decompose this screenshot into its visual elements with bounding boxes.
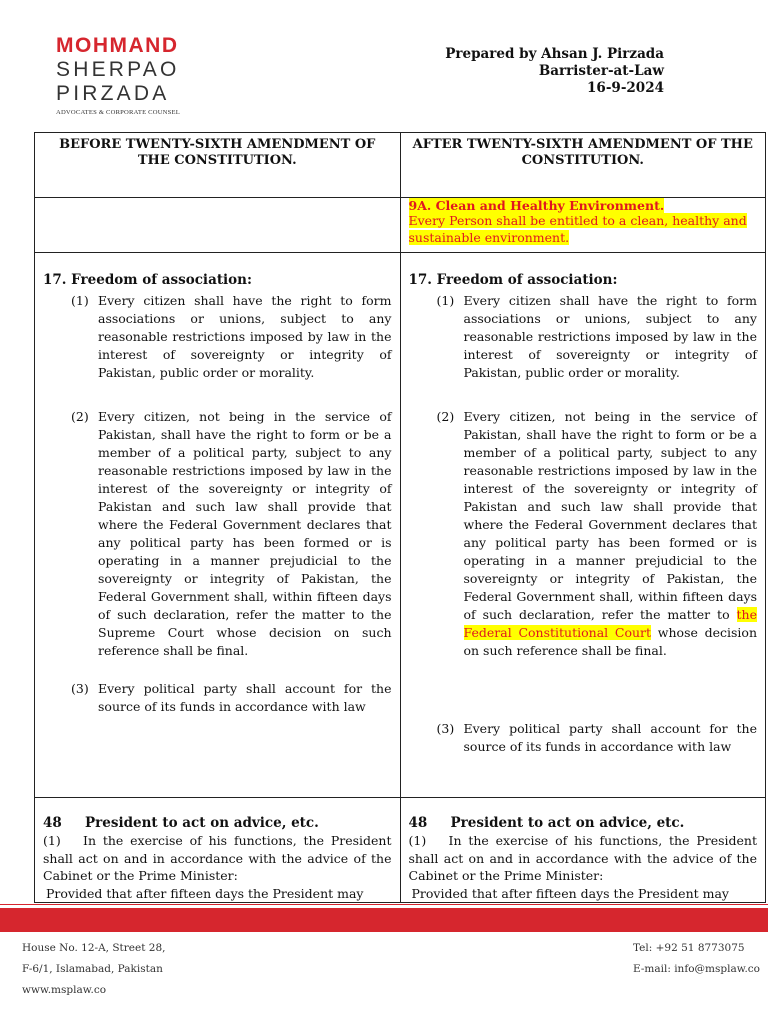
clause-1-after [409,292,758,382]
clause-text: Every citizen shall have the right to form associations or unions, subject to any reasonable restrictions imposed by law in the interest of sovereignty or integrity of Pakistan, public order or morality. [98,293,392,380]
article-48-text-after [409,832,758,885]
author-title: Barrister-at-Law [538,63,664,79]
comparison-table [34,132,766,903]
clause-number: (3) [71,681,89,696]
highlighted-change: the Federal Constitutional Court [463,607,757,640]
article-number: 48 [408,815,428,831]
article-number: 48 [43,815,62,831]
telephone: Tel: +92 51 8773075 [632,942,745,954]
clause-text: Every political party shall account for the source of its funds in accordance with law [463,721,757,754]
table-row-article-48 [35,798,766,903]
article-48-after-cell [400,798,766,903]
article-48-title-after [409,814,758,832]
clause-text-part-2: whose decision on such reference shall be final. [463,625,758,658]
article-heading: President to act on advice, etc. [450,815,685,831]
prepared-by-block [445,46,664,97]
footer-address [22,938,165,1001]
clause-number: (1) [436,293,455,308]
email-link[interactable]: E-mail: info@msplaw.co [632,963,760,975]
prepared-by: Prepared by Ahsan J. Pirzada [445,46,664,62]
clause-number: (3) [436,721,455,736]
header-before: BEFORE TWENTY-SIXTH AMENDMENT OF THE CONSTITUTION. [35,133,401,198]
article-17-after-cell [400,253,766,798]
logo-tagline: ADVOCATES & CORPORATE COUNSEL [56,109,180,116]
clause-number: (2) [436,409,455,424]
article-17-title-after: 17. Freedom of association: [408,272,618,288]
table-row-environment [35,198,766,253]
clause-text: Every citizen, not being in the service of Pakistan, shall have the right to form or be a member of a political party, subject to any reasonable restrictions imposed by law in the interest of the sovereignty or integrity of Pakistan and such law shall provide that where the Federal Government declares that any political party has been formed or is operating in a manner prejudicial to the sovereignty or integrity of Pakistan, the Federal Government shall, within fifteen days of such declaration, refer the matter to the Supreme Court whose decision on such reference shall be final. [98,409,392,658]
env-title: 9A. Clean and Healthy Environment. [408,198,665,213]
logo-line-2: SHERPAO [56,58,180,81]
website-link[interactable]: www.msplaw.co [22,984,107,996]
clause-3-after [409,720,758,756]
article-48-proviso-before: Provided that after fifteen days the President may [46,885,364,901]
env-before-cell [35,198,401,253]
clause-number: (1) [71,293,89,308]
footer-contact [633,938,760,980]
article-heading: President to act on advice, etc. [85,815,319,831]
logo-line-3: PIRZADA [56,82,170,105]
address-line-1: House No. 12-A, Street 28, [22,942,166,954]
subclause-number: (1) [43,833,61,848]
clause-text-part-1: Every citizen, not being in the service of Pakistan, shall have the right to form or be a member of a political party, subject to any reasonable restrictions imposed by law in the interest of the sovereignty or integrity of Pakistan and such law shall provide that where the Federal Government declares that any political party has been formed or is operating in a manner prejudicial to the sovereignty or integrity of Pakistan, the Federal Government shall, within fifteen days of such declaration, refer the matter to [463,409,757,622]
clause-text [464,408,758,660]
clause-text: Every political party shall account for the source of its funds in accordance with law [98,681,392,714]
subclause-number: (1) [408,833,427,848]
article-text: In the exercise of his functions, the President shall act on and in accordance with the advice of the Cabinet or the Prime Minister: [408,833,757,883]
clause-number: (2) [71,409,89,424]
article-48-before-cell [35,798,401,903]
header-after: AFTER TWENTY-SIXTH AMENDMENT OF THE CONSTITUTION. [400,133,766,198]
clause-3-before [43,680,392,716]
firm-logo [56,34,216,116]
article-48-text-before [43,832,392,885]
article-17-title-before: 17. Freedom of association: [43,272,252,288]
env-after-cell [400,198,766,253]
table-row-article-17 [35,253,766,798]
logo-line-1: MOHMAND [56,34,179,57]
clause-2-before [43,408,392,660]
clause-text: Every citizen shall have the right to form associations or unions, subject to any reasonable restrictions imposed by law in the interest of sovereignty or integrity of Pakistan, public order or morality. [463,293,757,380]
article-17-before-cell [35,253,401,798]
footer-red-bar [0,908,768,932]
clause-1-before [43,292,392,382]
table-header-row [35,133,766,198]
address-line-2: F-6/1, Islamabad, Pakistan [22,963,163,975]
footer-divider [0,904,768,905]
document-date: 16-9-2024 [587,80,664,96]
env-text: Every Person shall be entitled to a clean, healthy and sustainable environment. [408,213,747,245]
clause-2-after [409,408,758,660]
article-text: In the exercise of his functions, the President shall act on and in accordance with the advice of the Cabinet or the Prime Minister: [43,833,392,883]
article-48-title-before [43,814,392,832]
article-48-proviso-after: Provided that after fifteen days the President may [411,885,729,901]
